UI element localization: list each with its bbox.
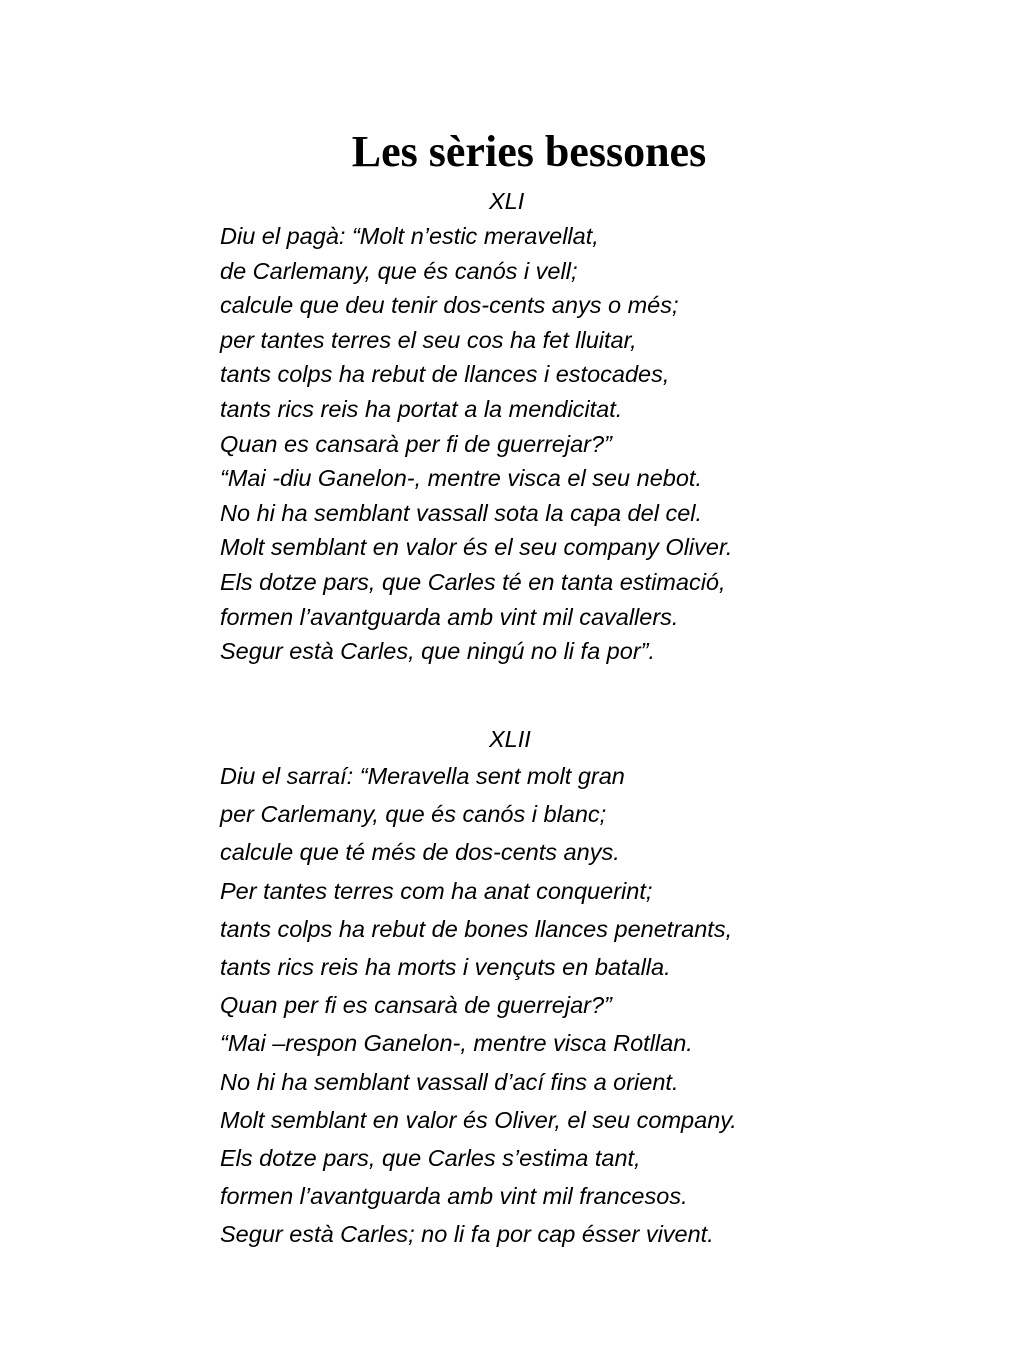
verse-line: formen l’avantguarda amb vint mil cavallers.	[220, 603, 679, 630]
verse-line: de Carlemany, que és canós i vell;	[220, 257, 578, 284]
verse-line: Segur està Carles; no li fa por cap ésser vivent.	[220, 1221, 714, 1248]
verse-line: No hi ha semblant vassall d’ací fins a orient.	[220, 1068, 679, 1095]
verse-line: Els dotze pars, que Carles té en tanta estimació,	[220, 568, 726, 595]
verse-line: tants rics reis ha portat a la mendicitat.	[220, 395, 623, 422]
verse-line: “Mai -diu Ganelon-, mentre visca el seu nebot.	[220, 465, 702, 492]
stanza-number: XLII	[489, 726, 531, 752]
verse-line: Molt semblant en valor és el seu company Oliver.	[220, 534, 733, 561]
verse-line: per tantes terres el seu cos ha fet lluitar,	[220, 326, 637, 353]
verse-line: calcule que té més de dos-cents anys.	[220, 839, 620, 866]
stanza-xlii	[220, 722, 980, 1253]
verse-line: tants colps ha rebut de bones llances penetrants,	[220, 915, 733, 942]
page-title: Les sèries bessones	[351, 127, 707, 177]
verse-line: Per tantes terres com ha anat conquerint;	[220, 877, 653, 904]
verse-line: Segur està Carles, que ningú no li fa por”.	[220, 638, 656, 665]
stanza-number: XLI	[489, 188, 525, 214]
verse-line: Diu el pagà: “Molt n’estic meravellat,	[220, 223, 599, 249]
verse-line: Quan es cansarà per fi de guerrejar?”	[220, 430, 612, 457]
verse-line: tants colps ha rebut de llances i estocades,	[220, 361, 670, 388]
verse-line: Molt semblant en valor és Oliver, el seu company.	[220, 1106, 737, 1133]
verse-line: formen l’avantguarda amb vint mil francesos.	[220, 1183, 688, 1210]
verse-line: Els dotze pars, que Carles s’estima tant,	[220, 1144, 641, 1171]
verse-line: No hi ha semblant vassall sota la capa del cel.	[220, 499, 703, 526]
verse-line: calcule que deu tenir dos-cents anys o més;	[220, 292, 679, 319]
verse-line: per Carlemany, que és canós i blanc;	[220, 801, 607, 828]
verse-line: tants rics reis ha morts i vençuts en batalla.	[220, 953, 671, 980]
verse-line: Diu el sarraí: “Meravella sent molt gran	[220, 763, 625, 789]
verse-line: “Mai –respon Ganelon-, mentre visca Rotllan.	[220, 1030, 693, 1057]
stanza-xli	[220, 184, 980, 669]
verse-line: Quan per fi es cansarà de guerrejar?”	[220, 992, 612, 1019]
